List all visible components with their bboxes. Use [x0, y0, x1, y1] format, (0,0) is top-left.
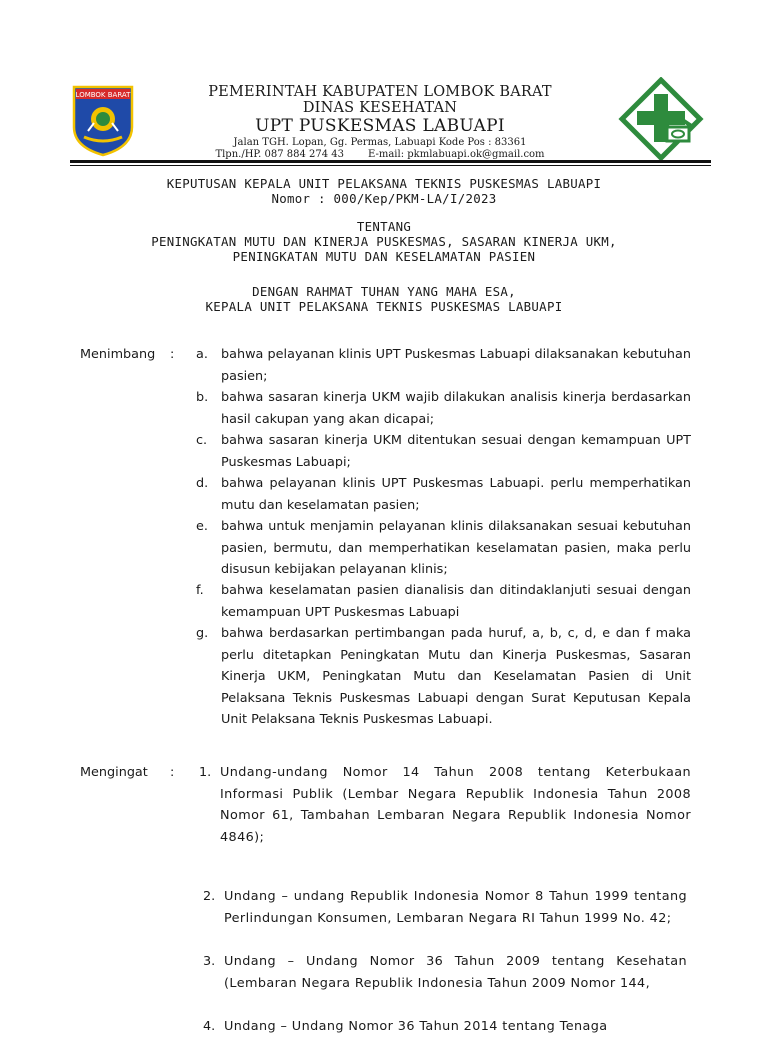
mengingat-item — [203, 1016, 687, 1038]
menimbang-colon: : — [170, 347, 175, 362]
letterhead-rule-thin — [70, 165, 711, 166]
menimbang-item — [196, 344, 691, 387]
menimbang-item — [196, 580, 691, 623]
item-marker: 2. — [203, 889, 216, 904]
item-text: Undang-undang Nomor 14 Tahun 2008 tentang Keterbukaan Informasi Publik (Lembar Negara Republik Indonesia Tahun 2008 Nomor 61, Tambahan Lembaran Negara Republik Indonesia Nomor 4846); — [220, 765, 691, 845]
letterhead-institution: UPT PUSKESMAS LABUAPI — [255, 116, 505, 136]
letterhead-address: Jalan TGH. Lopan, Gg. Permas, Labuapi Kode Pos : 83361 — [233, 137, 527, 148]
mengingat-item — [203, 886, 687, 929]
item-text: bahwa berdasarkan pertimbangan pada huruf, a, b, c, d, e dan f maka perlu ditetapkan Peningkatan Mutu dan Kinerja Puskesmas, Sasaran Kinerja UKM, Peningkatan Mutu dan Keselamatan Pasien di Unit Pelaksana Teknis Puskesmas Labuapi dengan Surat Keputusan Kepala Unit Pelaksana Teknis Puskesmas Labuapi. — [221, 626, 691, 727]
item-text: Undang – Undang Nomor 36 Tahun 2014 tentang Tenaga — [224, 1019, 608, 1034]
item-text: bahwa sasaran kinerja UKM ditentukan sesuai dengan kemampuan UPT Puskesmas Labuapi; — [221, 433, 691, 470]
decree-number: Nomor : 000/Kep/PKM-LA/I/2023 — [271, 191, 497, 206]
menimbang-item — [196, 430, 691, 473]
letterhead-phone: Tlpn./HP. 087 884 274 43 — [215, 149, 344, 160]
item-marker: a. — [196, 347, 208, 362]
puskesmas-cross-icon — [618, 77, 704, 161]
item-text: Undang – Undang Nomor 36 Tahun 2009 tentang Kesehatan (Lembaran Negara Republik Indonesia Tahun 2009 Nomor 144, — [224, 954, 687, 991]
menimbang-item — [196, 623, 691, 731]
subject-line-2: PENINGKATAN MUTU DAN KESELAMATAN PASIEN — [232, 249, 536, 264]
letterhead-rule-thick — [70, 160, 711, 163]
tentang-label: TENTANG — [356, 219, 412, 234]
preamble-line-1: DENGAN RAHMAT TUHAN YANG MAHA ESA, — [252, 284, 516, 299]
letterhead-email: E-mail: pkmlabuapi.ok@gmail.com — [368, 149, 545, 160]
item-marker: e. — [196, 519, 208, 534]
item-text: bahwa pelayanan klinis UPT Puskesmas Labuapi. perlu memperhatikan mutu dan keselamatan pasien; — [221, 476, 691, 513]
item-text: Undang – undang Republik Indonesia Nomor 8 Tahun 1999 tentang Perlindungan Konsumen, Lembaran Negara RI Tahun 1999 No. 42; — [224, 889, 687, 926]
item-text: bahwa untuk menjamin pelayanan klinis dilaksanakan sesuai kebutuhan pasien, bermutu, dan memperhatikan keselamatan pasien, maka perlu disusun kebijakan pelayanan klinis; — [221, 519, 691, 577]
item-marker: c. — [196, 433, 208, 448]
item-marker: 3. — [203, 954, 216, 969]
mengingat-label: Mengingat — [80, 765, 148, 780]
item-text: bahwa pelayanan klinis UPT Puskesmas Labuapi dilaksanakan kebutuhan pasien; — [221, 347, 691, 384]
item-text: bahwa sasaran kinerja UKM wajib dilakukan analisis kinerja berdasarkan hasil cakupan yang akan dicapai; — [221, 390, 691, 427]
decree-title: KEPUTUSAN KEPALA UNIT PELAKSANA TEKNIS PUSKESMAS LABUAPI — [166, 176, 602, 191]
subject-line-1: PENINGKATAN MUTU DAN KINERJA PUSKESMAS, SASARAN KINERJA UKM, — [151, 234, 617, 249]
letterhead-government: PEMERINTAH KABUPATEN LOMBOK BARAT — [208, 84, 552, 100]
lombok-barat-emblem-icon — [70, 83, 136, 157]
preamble-line-2: KEPALA UNIT PELAKSANA TEKNIS PUSKESMAS LABUAPI — [205, 299, 563, 314]
item-marker: d. — [196, 476, 209, 491]
menimbang-label: Menimbang — [80, 347, 156, 362]
mengingat-item — [199, 762, 691, 848]
item-marker: 1. — [199, 765, 212, 780]
item-text: bahwa keselamatan pasien dianalisis dan ditindaklanjuti sesuai dengan kemampuan UPT Puskesmas Labuapi — [221, 583, 691, 620]
item-marker: g. — [196, 626, 209, 641]
menimbang-item — [196, 387, 691, 430]
item-marker: f. — [196, 583, 204, 598]
decree-heading — [60, 176, 708, 206]
decree-subject — [60, 219, 708, 264]
letterhead — [150, 84, 610, 161]
letterhead-agency: DINAS KESEHATAN — [302, 100, 458, 116]
item-marker: 4. — [203, 1019, 216, 1034]
menimbang-item — [196, 516, 691, 581]
mengingat-item — [203, 951, 687, 994]
menimbang-item — [196, 473, 691, 516]
decree-preamble — [60, 284, 708, 314]
mengingat-colon: : — [170, 765, 175, 780]
item-marker: b. — [196, 390, 209, 405]
emblem-label: LOMBOK BARAT — [75, 91, 131, 99]
